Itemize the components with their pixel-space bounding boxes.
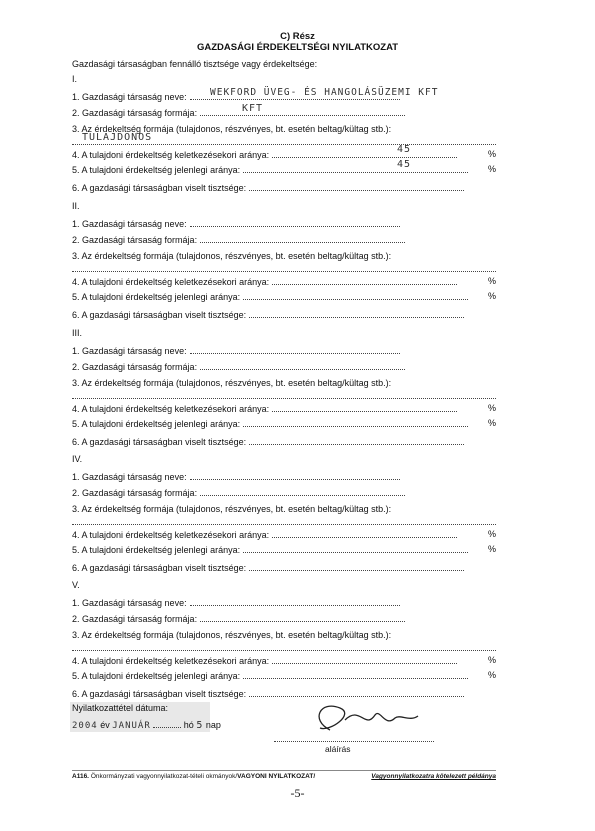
fill-line [200, 107, 405, 116]
field-label: 1. Gazdasági társaság neve: [72, 92, 187, 102]
signature-label: aláírás [325, 744, 351, 754]
percent-sign: % [487, 164, 496, 174]
footer-right: Vagyonnyilatkozatra kötelezett példánya [371, 773, 496, 780]
interest-fill [72, 263, 496, 272]
field-label: 4. A tulajdoni érdekeltség keletkezésekori aránya: [72, 404, 270, 414]
fill-line [249, 182, 464, 191]
date-year: 2004 [72, 721, 98, 731]
interest-fill [72, 132, 496, 145]
fill-line [272, 403, 457, 412]
date-month: JANUÁR [112, 721, 151, 731]
page-number: -5- [290, 786, 305, 800]
fill-line [200, 361, 405, 370]
block-roman: III. [72, 328, 83, 338]
field-label: 2. Gazdasági társaság formája: [72, 235, 198, 245]
field-form [72, 487, 496, 498]
field-interest [72, 251, 496, 262]
percent-sign: % [487, 529, 496, 539]
percent-sign: % [487, 403, 496, 413]
fill-line [249, 562, 464, 571]
field-label: 6. A gazdasági társaságban viselt tisztsége: [72, 563, 247, 573]
field-label: 5. A tulajdoni érdekeltség jelenlegi aránya: [72, 545, 241, 555]
intro-text: Gazdasági társaságban fennálló tisztsége vagy érdekeltsége: [72, 59, 318, 69]
page-title: GAZDASÁGI ÉRDEKELTSÉGI NYILATKOZAT [196, 42, 399, 53]
field-position [72, 182, 496, 193]
field-position [72, 688, 496, 699]
fill-line [190, 218, 400, 227]
field-name [72, 218, 496, 229]
field-form [72, 234, 496, 245]
section-label: C) Rész [280, 31, 315, 42]
footer-code: A116. [72, 773, 89, 780]
field-current [72, 159, 496, 175]
percent-sign: % [487, 670, 496, 680]
day-suffix: nap [205, 720, 221, 730]
handwritten-initial: 45 [397, 144, 412, 155]
field-label: 1. Gazdasági társaság neve: [72, 219, 187, 229]
block-roman: II. [72, 201, 80, 211]
month-suffix: hó [183, 720, 194, 730]
date-label: Nyilatkozattétel dátuma: [72, 703, 169, 713]
fill-line [243, 418, 468, 427]
percent-sign: % [487, 544, 496, 554]
field-current [72, 291, 496, 302]
fill-line [272, 149, 457, 158]
field-label: 1. Gazdasági társaság neve: [72, 346, 187, 356]
fill-line [243, 291, 468, 300]
field-label: 3. Az érdekeltség formája (tulajdonos, részvényes, bt. esetén beltag/kültag stb.): [72, 504, 392, 514]
footer [72, 773, 496, 780]
year-suffix: év [100, 720, 110, 730]
fill-line [272, 655, 457, 664]
field-label: 2. Gazdasági társaság formája: [72, 614, 198, 624]
fill-line [200, 487, 405, 496]
field-initial [72, 144, 496, 160]
field-current [72, 544, 496, 555]
fill-line [249, 688, 464, 697]
field-label: 6. A gazdasági társaságban viselt tisztsége: [72, 437, 247, 447]
fill-line [249, 436, 464, 445]
handwritten-interest: TULAJDONOS [82, 132, 153, 143]
field-label: 3. Az érdekeltség formája (tulajdonos, részvényes, bt. esetén beltag/kültag stb.): [72, 630, 392, 640]
signature-line [274, 741, 434, 742]
block-roman: IV. [72, 454, 83, 464]
percent-sign: % [487, 276, 496, 286]
fill-line [272, 529, 457, 538]
field-label: 4. A tulajdoni érdekeltség keletkezésekori aránya: [72, 150, 270, 160]
fill-line [243, 164, 468, 173]
fill-line [243, 544, 468, 553]
footer-text: Önkormányzati vagyonnyilatkozat-tételi okmányok/ [90, 773, 238, 780]
field-label: 2. Gazdasági társaság formája: [72, 108, 198, 118]
date-day: 5 [196, 720, 204, 731]
field-label: 5. A tulajdoni érdekeltség jelenlegi aránya: [72, 165, 241, 175]
percent-sign: % [487, 418, 496, 428]
field-label: 3. Az érdekeltség formája (tulajdonos, részvényes, bt. esetén beltag/kültag stb.): [72, 124, 392, 134]
footer-bold: VAGYONI NYILATKOZAT/ [237, 773, 316, 780]
interest-fill [72, 516, 496, 525]
field-position [72, 562, 496, 573]
field-label: 3. Az érdekeltség formája (tulajdonos, részvényes, bt. esetén beltag/kültag stb.): [72, 378, 392, 388]
date-line [72, 719, 496, 730]
block-roman: I. [72, 74, 78, 84]
field-initial [72, 276, 496, 287]
field-current [72, 418, 496, 429]
fill-line [200, 234, 405, 243]
fill-line [190, 471, 400, 480]
field-form [72, 361, 496, 372]
handwritten-form: KFT [242, 103, 264, 114]
field-interest [72, 630, 496, 641]
field-label: 5. A tulajdoni érdekeltség jelenlegi aránya: [72, 419, 241, 429]
field-interest [72, 378, 496, 389]
field-label: 2. Gazdasági társaság formája: [72, 362, 198, 372]
field-position [72, 309, 496, 320]
percent-sign: % [487, 291, 496, 301]
footer-rule [72, 770, 496, 771]
field-label: 3. Az érdekeltség formája (tulajdonos, részvényes, bt. esetén beltag/kültag stb.): [72, 251, 392, 261]
field-name [72, 471, 496, 482]
field-label: 5. A tulajdoni érdekeltség jelenlegi aránya: [72, 292, 241, 302]
field-label: 1. Gazdasági társaság neve: [72, 472, 187, 482]
field-label: 6. A gazdasági társaságban viselt tisztsége: [72, 310, 247, 320]
field-label: 5. A tulajdoni érdekeltség jelenlegi aránya: [72, 671, 241, 681]
field-name [72, 345, 496, 356]
fill-line [200, 613, 405, 622]
percent-sign: % [487, 149, 496, 159]
field-initial [72, 403, 496, 414]
percent-sign: % [487, 655, 496, 665]
handwritten-name: WEKFORD ÜVEG- ÉS HANGOLÁSÜZEMI KFT [210, 87, 439, 98]
fill-line [249, 309, 464, 318]
field-form [72, 613, 496, 624]
block-roman: V. [72, 580, 80, 590]
fill-line [190, 345, 400, 354]
field-current [72, 670, 496, 681]
field-label: 2. Gazdasági társaság formája: [72, 488, 198, 498]
field-label: 6. A gazdasági társaságban viselt tisztsége: [72, 183, 247, 193]
fill-line [272, 276, 457, 285]
field-label: 6. A gazdasági társaságban viselt tisztsége: [72, 689, 247, 699]
field-form [72, 103, 496, 118]
field-name [72, 597, 496, 608]
field-name [72, 87, 496, 102]
field-label: 4. A tulajdoni érdekeltség keletkezésekori aránya: [72, 277, 270, 287]
handwritten-current: 45 [397, 159, 412, 170]
fill-line [243, 670, 468, 679]
interest-fill [72, 390, 496, 399]
field-interest [72, 504, 496, 515]
signature-scribble [300, 700, 430, 740]
field-label: 4. A tulajdoni érdekeltség keletkezésekori aránya: [72, 530, 270, 540]
field-initial [72, 529, 496, 540]
field-label: 4. A tulajdoni érdekeltség keletkezésekori aránya: [72, 656, 270, 666]
interest-fill [72, 642, 496, 651]
field-initial [72, 655, 496, 666]
fill-line [190, 597, 400, 606]
field-position [72, 436, 496, 447]
field-label: 1. Gazdasági társaság neve: [72, 598, 187, 608]
